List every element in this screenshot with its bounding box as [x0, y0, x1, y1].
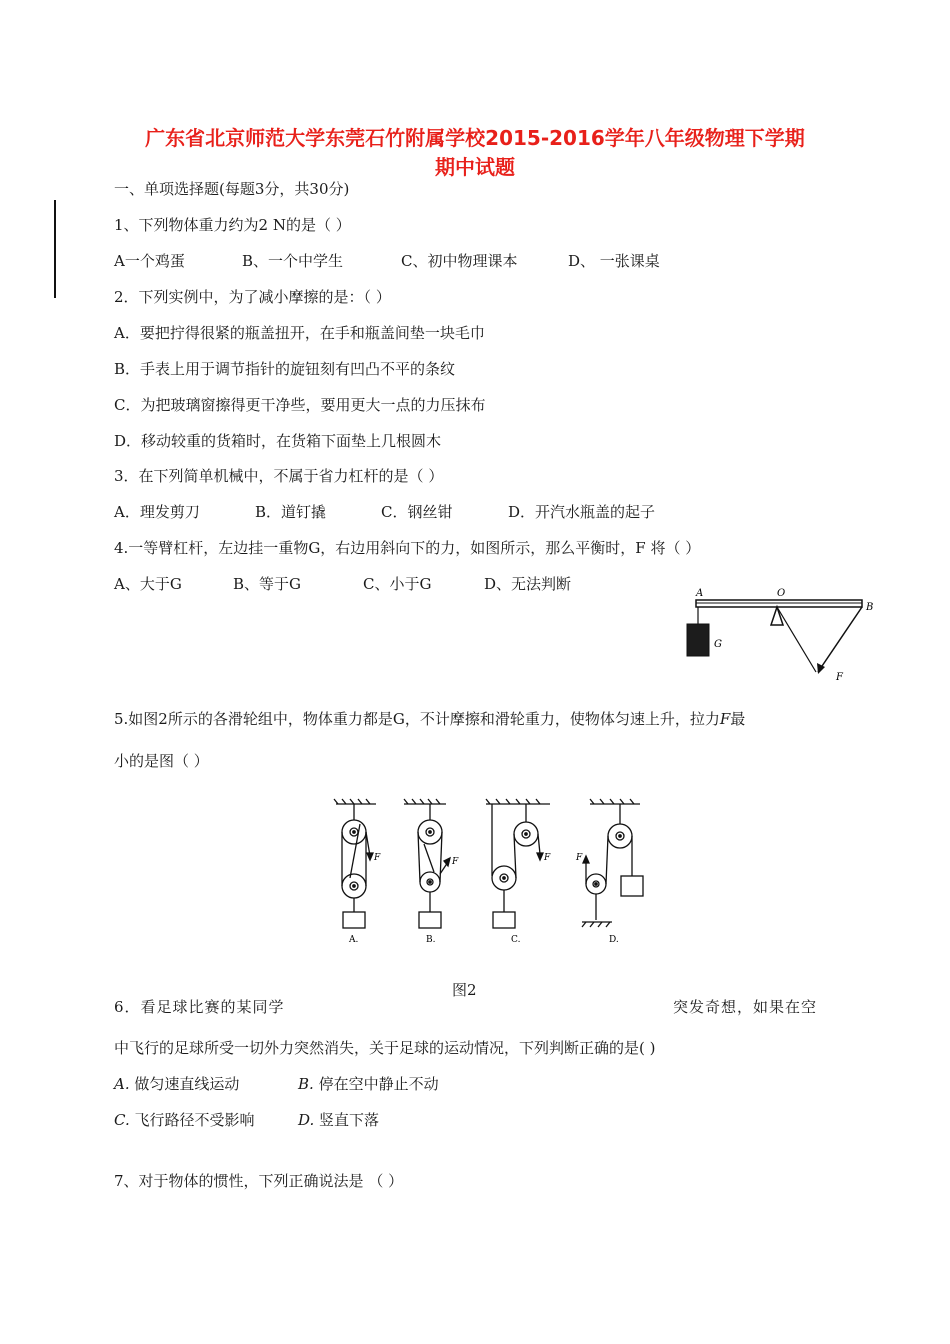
question-1-option-c: C、初中物理课本 [401, 252, 518, 270]
question-3-option-b: B．道钉撬 [255, 503, 327, 521]
question-6-option-c [114, 1109, 255, 1130]
question-3-option-a: A．理发剪刀 [114, 503, 200, 521]
question-6-stem-part-2: 突发奇想，如果在空 [673, 998, 818, 1016]
option-text-c: 飞行路径不受影响 [134, 1111, 255, 1129]
panel-c-force-label: F [544, 853, 551, 863]
panel-d-label: D. [609, 935, 619, 945]
question-1-stem: 1、下列物体重力约为2 N的是（ ） [114, 216, 351, 234]
panel-c-label: C. [511, 935, 521, 945]
question-5-stem-tail: 最 [730, 710, 746, 728]
exam-title-line-2: 期中试题 [435, 155, 515, 179]
force-symbol-f: F [719, 710, 731, 728]
question-5-stem-line-1 [114, 708, 745, 729]
question-6-stem-part-1: 6．看足球比赛的某同学 [114, 998, 285, 1016]
question-1-option-d: D、 一张课桌 [568, 252, 660, 270]
section-heading: 一、单项选择题(每题3分，共30分) [114, 180, 350, 198]
figure-2-caption: 图2 [452, 981, 477, 999]
pulley-panel-c [486, 799, 550, 928]
question-2-option-b: B．手表上用于调节指针的旋钮刻有凹凸不平的条纹 [114, 360, 456, 378]
weight-block-g [687, 624, 709, 656]
option-text-b: 停在空中静止不动 [318, 1075, 439, 1093]
option-text-d: 竖直下落 [319, 1111, 380, 1129]
panel-a-label: A. [349, 935, 359, 945]
panel-b-force-label: F [452, 857, 459, 867]
option-letter-d: D. [298, 1111, 315, 1129]
question-4-option-a: A、大于G [114, 575, 182, 593]
question-4-option-b: B、等于G [233, 575, 302, 593]
lever-label-o: O [777, 588, 786, 599]
force-f-dashed-line [777, 607, 816, 672]
question-2-stem: 2．下列实例中，为了减小摩擦的是：（ ） [114, 288, 391, 306]
exam-title-line-1: 广东省北京师范大学东莞石竹附属学校2015-2016学年八年级物理下学期 [145, 126, 805, 150]
fulcrum-triangle [771, 607, 783, 625]
lever-figure [676, 584, 886, 686]
lever-label-a: A [696, 588, 704, 599]
question-7-stem: 7、对于物体的惯性，下列正确说法是 （ ） [114, 1172, 404, 1190]
question-6-option-b [298, 1073, 439, 1094]
question-1-option-b: B、一个中学生 [242, 252, 344, 270]
panel-d-force-label: F [576, 853, 583, 863]
question-2-option-a: A．要把拧得很紧的瓶盖扭开，在手和瓶盖间垫一块毛巾 [114, 324, 485, 342]
question-4-stem: 4.一等臂杠杆，左边挂一重物G，右边用斜向下的力，如图所示，那么平衡时，F 将（ ） [114, 539, 701, 557]
option-letter-b: B. [298, 1075, 314, 1093]
question-3-option-c: C．钢丝钳 [381, 503, 453, 521]
panel-b-label: B. [426, 935, 436, 945]
pulley-panel-b [404, 799, 450, 928]
option-letter-c: C. [114, 1111, 130, 1129]
question-4-option-d: D、无法判断 [484, 575, 572, 593]
panel-a-force-label: F [374, 853, 381, 863]
question-1-option-a: A一个鸡蛋 [114, 252, 185, 270]
option-letter-a: A. [114, 1075, 130, 1093]
question-3-stem: 3．在下列简单机械中，不属于省力杠杆的是（ ） [114, 467, 444, 485]
pulley-panel-a [334, 799, 376, 928]
force-f-arrow-line [818, 607, 862, 672]
question-5-stem-text: 5.如图2所示的各滑轮组中，物体重力都是G，不计摩擦和滑轮重力，使物体匀速上升，拉力 [114, 710, 720, 728]
lever-label-g: G [714, 639, 722, 650]
pulley-systems-figure [330, 798, 660, 954]
margin-binding-line [54, 200, 56, 298]
pulley-panel-d [582, 799, 643, 927]
question-3-option-d: D．开汽水瓶盖的起子 [508, 503, 656, 521]
option-text-a: 做匀速直线运动 [134, 1075, 240, 1093]
question-4-option-c: C、小于G [363, 575, 432, 593]
lever-label-b: B [866, 602, 874, 613]
question-6-option-a [114, 1073, 239, 1094]
question-6-option-d [298, 1109, 379, 1130]
question-5-stem-line-2: 小的是图（ ） [114, 752, 209, 770]
lever-label-f: F [836, 672, 843, 683]
question-2-option-d: D．移动较重的货箱时，在货箱下面垫上几根圆木 [114, 432, 442, 450]
question-6-stem-line-2: 中飞行的足球所受一切外力突然消失，关于足球的运动情况，下列判断正确的是( ) [114, 1039, 656, 1057]
question-2-option-c: C．为把玻璃窗擦得更干净些，要用更大一点的力压抹布 [114, 396, 486, 414]
